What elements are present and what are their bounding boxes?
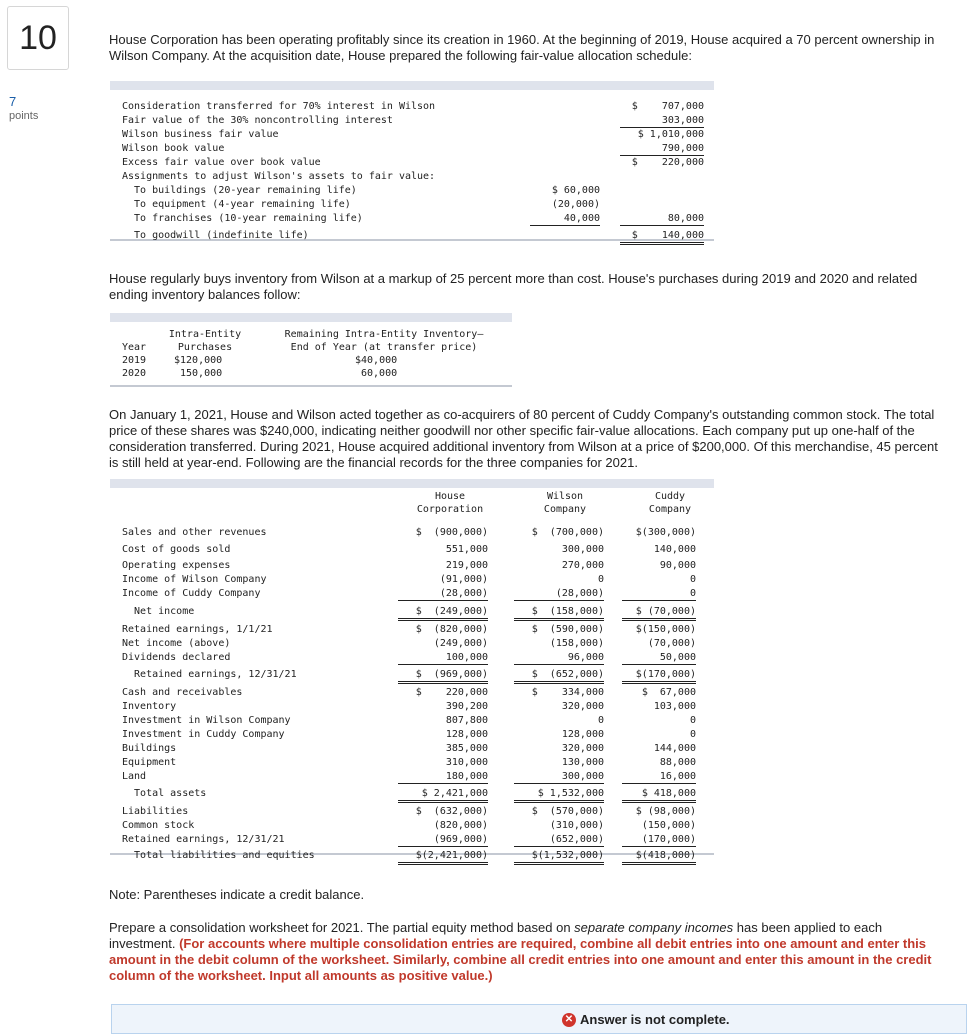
table-row: Land 180,000 300,000 16,000 (122, 771, 696, 782)
allocation-row: Assignments to adjust Wilson's assets to fair value: (122, 171, 436, 182)
financial-table (110, 479, 714, 861)
allocation-row: To buildings (20-year remaining life) $ 60,000 (122, 185, 600, 196)
cuddy-paragraph: On January 1, 2021, House and Wilson acted together as co-acquirers of 80 percent of Cuddy Company's outstanding common stock. The total price of these shares was $240,000, indicating neither goodwill nor other specific fair-value allocations. Each company put up one-half of the consideration transferred. During 2021, House acquired additional inventory from Wilson at a price of $200,000. Of this merchandise, 45 percent is still held at year-end. Following are the financial records for the three companies for 2021. (109, 407, 938, 470)
table-row: Inventory 390,200 320,000 103,000 (122, 701, 696, 712)
col-remaining-header-1: Remaining Intra-Entity Inventory— (284, 329, 484, 340)
table-row: Cash and receivables $ 220,000 $ 334,000 $ 67,000 (122, 687, 696, 698)
header-house-2: Corporation (416, 504, 484, 515)
table-row: 2019 $120,000 $40,000 (122, 355, 398, 366)
col-purchases-header-1: Intra-Entity (168, 329, 242, 340)
points-value: 7 (9, 94, 17, 109)
table-row: Operating expenses 219,000 270,000 90,000 (122, 560, 696, 571)
question-number: 10 (7, 6, 69, 70)
instructions-paragraph: Prepare a consolidation worksheet for 2021. The partial equity method based on separate company incomes has been applied to each investment. (For accounts where multiple consolidation entries are required, combine all debit entries into one amount and enter this amount in the debit column of the worksheet. Similarly, combine all credit entries into one amount and enter this amount in the credit column of the worksheet. Input all amounts as positive value.) (109, 920, 932, 983)
col-purchases-header-2: Purchases (177, 342, 233, 353)
inventory-paragraph: House regularly buys inventory from Wilson at a markup of 25 percent more than cost. House's purchases during 2019 and 2020 and related ending inventory balances follow: (109, 271, 918, 302)
allocation-row: To equipment (4-year remaining life) (20,000) (122, 199, 600, 210)
allocation-table (110, 81, 714, 241)
table-row: Cost of goods sold 551,000 300,000 140,000 (122, 544, 696, 555)
note-text: Note: Parentheses indicate a credit balance. (109, 887, 365, 902)
table-row: Investment in Cuddy Company 128,000 128,000 0 (122, 729, 696, 740)
col-remaining-header-2: End of Year (at transfer price) (290, 342, 478, 353)
intro-paragraph: House Corporation has been operating profitably since its creation in 1960. At the beginning of 2019, House acquired a 70 percent ownership in Wilson Company. At the acquisition date, House prepared the following fair-value allocation schedule: (109, 32, 935, 63)
table-row: Total assets $ 2,421,000 $ 1,532,000 $ 418,000 (110, 787, 714, 800)
header-house-1: House (434, 491, 466, 502)
header-wilson-1: Wilson (546, 491, 584, 502)
col-year-header: Year (122, 342, 147, 353)
instructions-red-note: (For accounts where multiple consolidation entries are required, combine all debit entries into one amount and enter this amount in the debit column of the worksheet. Similarly, combine all credit entries into one amount and enter this amount in the credit column of the worksheet. Input all amounts as positive value.) (109, 936, 932, 983)
points-label: points (9, 110, 39, 122)
table-row: Investment in Wilson Company 807,800 0 0 (122, 715, 696, 726)
allocation-row: To goodwill (indefinite life) $ 140,000 (110, 229, 714, 242)
table-row: Retained earnings, 1/1/21 $ (820,000) $ (590,000) $(150,000) (122, 624, 696, 635)
table-row: Retained earnings, 12/31/21 (969,000) (652,000) (170,000) (122, 834, 696, 845)
table-row: Retained earnings, 12/31/21 $ (969,000) $ (652,000) $(170,000) (110, 668, 714, 681)
table-row: Net income (above) (249,000) (158,000) (70,000) (122, 638, 696, 649)
table-row: Common stock (820,000) (310,000) (150,000) (122, 820, 696, 831)
table-row: Sales and other revenues $ (900,000) $ (700,000) $(300,000) (122, 527, 696, 538)
header-wilson-2: Company (543, 504, 587, 515)
allocation-row: To franchises (10-year remaining life) 40,000 80,000 (122, 213, 704, 224)
table-row: Equipment 310,000 130,000 88,000 (122, 757, 696, 768)
table-row: 2020 150,000 60,000 (122, 368, 398, 379)
table-row: Income of Wilson Company (91,000) 0 0 (122, 574, 696, 585)
inventory-table (110, 313, 512, 387)
table-row: Net income $ (249,000) $ (158,000) $ (70,000) (110, 605, 714, 618)
header-cuddy-1: Cuddy (654, 491, 686, 502)
allocation-row: Wilson book value 790,000 (122, 143, 704, 154)
answer-status-text: Answer is not complete. (580, 1012, 730, 1027)
answer-status-banner (111, 1004, 967, 1034)
header-cuddy-2: Company (648, 504, 692, 515)
allocation-row: Wilson business fair value $ 1,010,000 (122, 129, 704, 140)
error-icon: ✕ (562, 1013, 576, 1027)
table-row: Income of Cuddy Company (28,000) (28,000) 0 (122, 588, 696, 599)
allocation-row: Consideration transferred for 70% interest in Wilson $ 707,000 (122, 101, 704, 112)
allocation-row: Excess fair value over book value $ 220,000 (122, 157, 704, 168)
table-row: Buildings 385,000 320,000 144,000 (122, 743, 696, 754)
table-row: Dividends declared 100,000 96,000 50,000 (122, 652, 696, 663)
table-row: Total liabilities and equities $(2,421,000) $(1,532,000) $(418,000) (110, 849, 714, 862)
allocation-row: Fair value of the 30% noncontrolling interest 303,000 (122, 115, 704, 126)
table-row: Liabilities $ (632,000) $ (570,000) $ (98,000) (122, 806, 696, 817)
